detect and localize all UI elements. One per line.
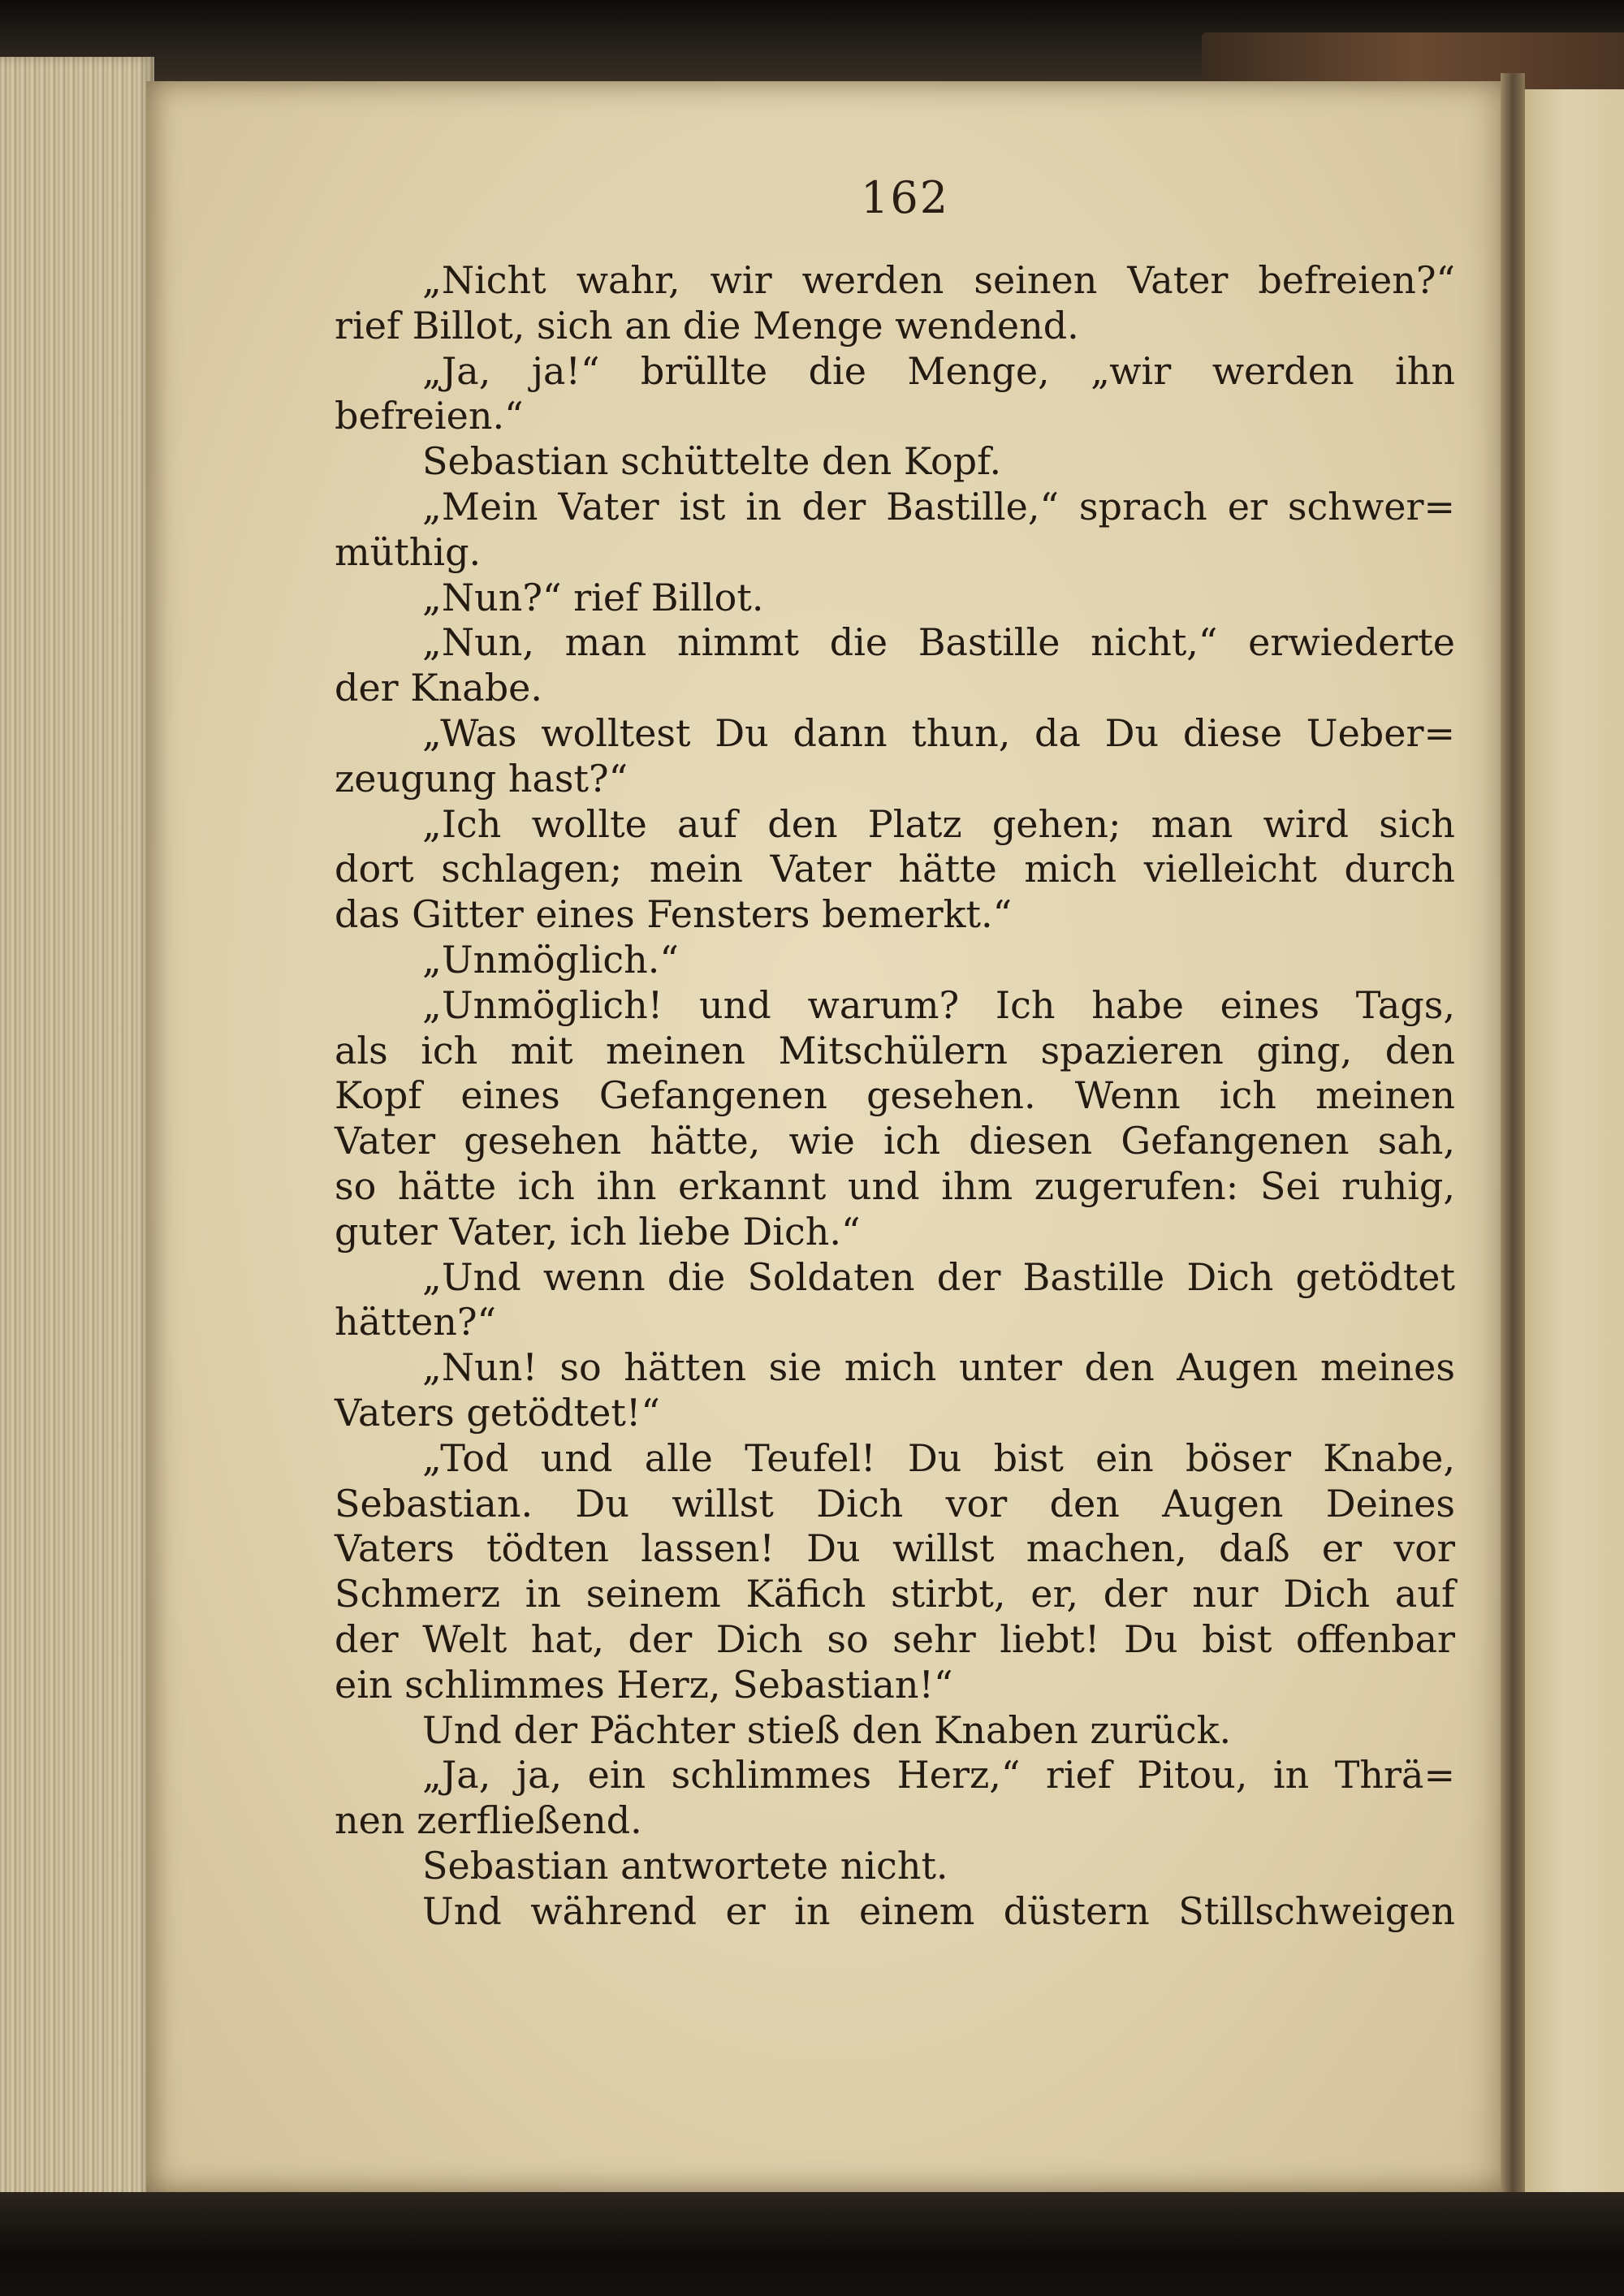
text-line: Vater gesehen hätte, wie ich diesen Gefangenen sah, — [335, 1119, 1455, 1163]
text-line: als ich mit meinen Mitschülern spazieren ging, den — [335, 1028, 1455, 1072]
text-line: Schmerz in seinem Käfich stirbt, er, der nur Dich auf — [335, 1572, 1455, 1616]
text-line: befreien.“ — [335, 394, 524, 438]
page-number: 162 — [861, 172, 950, 223]
text-line: dort schlagen; mein Vater hätte mich vielleicht durch — [335, 847, 1455, 891]
text-line: „Unmöglich.“ — [422, 937, 679, 982]
text-line: „Tod und alle Teufel! Du bist ein böser Knabe, — [422, 1435, 1455, 1480]
text-line: der Welt hat, der Dich so sehr liebt! Du bist offenbar — [335, 1616, 1455, 1661]
text-line: „Ja, ja, ein schlimmes Herz,“ rief Pitou, in Thrä= — [422, 1753, 1455, 1798]
text-line: rief Billot, sich an die Menge wendend. — [335, 303, 1079, 347]
text-line: hätten?“ — [335, 1300, 497, 1344]
text-line: „Ich wollte auf den Platz gehen; man wird sich — [422, 801, 1455, 846]
text-line: Kopf eines Gefangenen gesehen. Wenn ich meinen — [335, 1073, 1455, 1118]
text-line: müthig. — [335, 529, 482, 574]
text-line: „Und wenn die Soldaten der Bastille Dich getödtet — [422, 1254, 1455, 1299]
text-line: „Nicht wahr, wir werden seinen Vater befreien?“ — [422, 258, 1455, 302]
page-text — [335, 258, 1455, 1934]
text-line: „Nun, man nimmt die Bastille nicht,“ erwiederte — [422, 620, 1455, 665]
text-line: Und während er in einem düstern Stillschweigen — [422, 1888, 1455, 1933]
bottom-shadow — [0, 2192, 1624, 2296]
text-line: ein schlimmes Herz, Sebastian!“ — [335, 1662, 953, 1707]
text-line: „Ja, ja!“ brüllte die Menge, „wir werden ihn — [422, 348, 1455, 393]
text-line: „Was wolltest Du dann thun, da Du diese Ueber= — [422, 710, 1455, 755]
book-gutter — [1501, 73, 1525, 2200]
text-line: „Unmöglich! und warum? Ich habe eines Tags, — [422, 982, 1455, 1027]
text-line: Und der Pächter stieß den Knaben zurück. — [422, 1707, 1232, 1752]
text-line: Vaters tödten lassen! Du willst machen, daß er vor — [335, 1526, 1455, 1571]
text-line: guter Vater, ich liebe Dich.“ — [335, 1209, 861, 1254]
page-edges — [0, 57, 154, 2233]
text-line: Vaters getödtet!“ — [335, 1390, 660, 1435]
text-line: nen zerfließend. — [335, 1798, 642, 1843]
facing-page-edge — [1525, 89, 1624, 2200]
text-line: „Nun! so hätten sie mich unter den Augen meines — [422, 1345, 1455, 1390]
text-line: „Nun?“ rief Billot. — [422, 575, 764, 619]
text-line: Sebastian. Du willst Dich vor den Augen Deines — [335, 1481, 1455, 1526]
text-line: „Mein Vater ist in der Bastille,“ sprach er schwer= — [422, 484, 1455, 529]
text-line: zeugung hast?“ — [335, 756, 628, 801]
text-line: Sebastian schüttelte den Kopf. — [422, 439, 1002, 484]
text-line: der Knabe. — [335, 666, 542, 710]
text-line: Sebastian antwortete nicht. — [422, 1843, 948, 1888]
text-line: das Gitter eines Fensters bemerkt.“ — [335, 892, 1013, 937]
text-line: so hätte ich ihn erkannt und ihm zugerufen: Sei ruhig, — [335, 1163, 1455, 1208]
